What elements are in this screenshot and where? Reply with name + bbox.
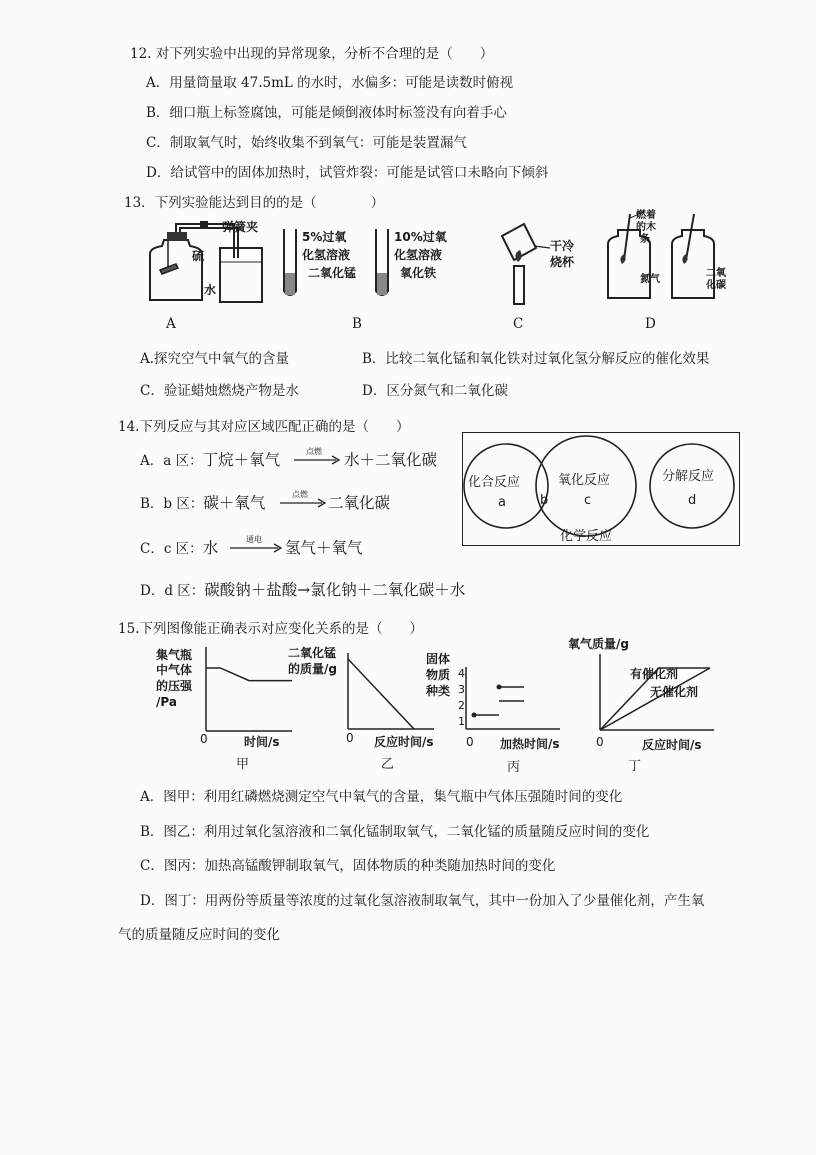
q14-c-right: 氢气＋氧气 — [285, 539, 363, 557]
q13-c-letter: C — [513, 316, 524, 332]
q15-jia-ylabel-4: /Pa — [156, 695, 177, 709]
q14-venn-b: b — [540, 493, 549, 508]
q15-甲-series-1-line — [206, 668, 292, 681]
q14-d-arrow: → — [297, 581, 311, 599]
q15-jia-ylabel-1: 集气瓶 — [156, 648, 193, 662]
q13-c-label-line2: 烧杯 — [550, 255, 575, 269]
q15-ding-caption: 丁 — [628, 759, 642, 774]
q15-bing-ytick-3: 3 — [458, 683, 465, 696]
q15-bing-ylabel-2: 物质 — [426, 668, 451, 682]
q13-c-label-line1: 干冷 — [550, 239, 575, 253]
q15-bing-ylabel-3: 种类 — [426, 684, 451, 698]
q14-stem: 14.下列反应与其对应区域匹配正确的是（ ） — [118, 419, 410, 435]
q14-d-left: 碳酸钠＋盐酸 — [204, 581, 298, 599]
q13-d-stick-line3: 条 — [640, 234, 650, 245]
q13-option-d: D．区分氮气和二氧化碳 — [362, 383, 508, 399]
q15-option-b: B．图乙：利用过氧化氢溶液和二氧化锰制取氧气，二氧化锰的质量随反应时间的变化 — [140, 824, 650, 840]
q14-c-cond: 通电 — [246, 535, 262, 544]
q14-a-left: 丁烷＋氧气 — [202, 451, 281, 469]
q14-c-left: 水 — [202, 539, 219, 557]
q14-option-a — [140, 448, 280, 470]
q15-bing-ytick-4: 4 — [458, 667, 465, 680]
q15-yi-xlabel: 反应时间/s — [374, 735, 434, 749]
q15-yi-ylabel-1: 二氧化锰 — [288, 646, 337, 660]
q15-丙-series-1-point — [472, 713, 477, 718]
q13-a-letter: A — [166, 316, 176, 332]
q15-bing-ytick-2: 2 — [458, 699, 465, 712]
q12-option-c: C．制取氧气时，始终收集不到氧气：可能是装置漏气 — [146, 135, 467, 151]
q15-bing-xlabel: 加热时间/s — [500, 737, 560, 751]
q15-ding-series1-label: 有催化剂 — [630, 667, 679, 681]
q15-yi-ylabel-2: 的质量/g — [288, 662, 337, 676]
q13-b-tube2-line2: 化氢溶液 — [394, 248, 443, 262]
q12-stem: 12. 对下列实验中出现的异常现象，分析不合理的是（ ） — [130, 46, 494, 62]
q12-option-a: A．用量筒量取 47.5mL 的水时，水偏多：可能是读数时俯视 — [146, 75, 514, 91]
q15-bing-origin: 0 — [466, 735, 474, 749]
q13-d-gas2-line1: 二氧 — [706, 268, 726, 279]
q13-d-stick-line1: 燃着 — [636, 210, 656, 221]
q13-d-stick-line2: 的木 — [636, 222, 656, 233]
q13-figure-b — [280, 225, 460, 305]
q14-b-right: 二氧化碳 — [328, 494, 391, 512]
q14-a-cond: 点燃 — [306, 447, 322, 456]
q13-figure-a — [140, 218, 270, 308]
q14-venn-frame-label: 化学反应 — [560, 529, 613, 544]
q14-b-arrow — [278, 489, 328, 511]
q13-a-sulfur-label: 硫 — [192, 249, 205, 263]
q13-b-tube2-line1: 10%过氧 — [394, 230, 447, 244]
q13-b-tube2-line3: 氧化铁 — [400, 266, 437, 280]
q14-d-right: 氯化钠＋二氧化碳＋水 — [310, 581, 466, 599]
q12-option-b: B．细口瓶上标签腐蚀，可能是倾倒液体时标签没有向着手心 — [146, 105, 507, 121]
q14-b-left: 碳＋氧气 — [203, 494, 266, 512]
q14-a-prefix: A．a 区： — [140, 453, 203, 469]
q15-stem: 15.下列图像能正确表示对应变化关系的是（ ） — [118, 621, 423, 637]
q15-ding-ylabel: 氧气质量/g — [568, 637, 629, 651]
q14-venn-a: a — [498, 495, 506, 510]
q14-a-right: 水＋二氧化碳 — [344, 451, 438, 469]
q14-venn-d: d — [688, 493, 697, 508]
q12-option-d: D．给试管中的固体加热时，试管炸裂：可能是试管口未略向下倾斜 — [146, 165, 549, 181]
q15-chart-bing — [420, 645, 580, 775]
q15-option-d: D．图丁：用两份等质量等浓度的过氧化氢溶液制取氧气，其中一份加入了少量催化剂，产生氧 — [140, 893, 705, 909]
q14-venn-diagram — [462, 432, 740, 546]
q13-b-tube1-line3: 二氧化锰 — [308, 266, 357, 280]
q14-b-cond: 点燃 — [292, 490, 308, 499]
q13-d-gas2-line2: 化碳 — [706, 280, 726, 291]
q14-venn-decomposition: 分解反应 — [662, 469, 715, 484]
q15-option-d-continued: 气的质量随反应时间的变化 — [118, 927, 280, 943]
q14-option-c — [140, 536, 218, 558]
q15-丙-series-2-point — [497, 685, 502, 690]
q15-bing-ytick-1: 1 — [458, 715, 465, 728]
q14-c-arrow — [228, 534, 284, 556]
q13-b-letter: B — [352, 316, 362, 332]
q13-a-water-label: 水 — [204, 283, 217, 297]
q15-ding-origin: 0 — [596, 735, 604, 749]
q15-option-c: C．图丙：加热高锰酸钾制取氧气，固体物质的种类随加热时间的变化 — [140, 858, 556, 874]
q14-venn-oxidation: 氧化反应 — [558, 473, 611, 488]
q15-ding-xlabel: 反应时间/s — [642, 738, 702, 752]
q15-bing-ylabel-1: 固体 — [426, 652, 451, 666]
q13-option-c: C．验证蜡烛燃烧产物是水 — [140, 383, 299, 399]
q15-chart-jia — [150, 645, 300, 770]
q13-stem: 13．下列实验能达到目的的是（ ） — [124, 195, 385, 211]
q14-a-arrow — [292, 446, 342, 468]
q15-bing-caption: 丙 — [507, 760, 521, 775]
q15-jia-origin: 0 — [200, 732, 208, 746]
q15-chart-ding — [560, 632, 720, 772]
q15-yi-caption: 乙 — [381, 757, 395, 772]
q15-jia-ylabel-2: 中气体 — [156, 663, 193, 677]
q13-d-gas1-label: 氮气 — [640, 274, 660, 285]
q15-jia-xlabel: 时间/s — [244, 735, 280, 749]
q15-option-a: A．图甲：利用红磷燃烧测定空气中氧气的含量，集气瓶中气体压强随时间的变化 — [140, 789, 623, 805]
q14-b-prefix: B．b 区： — [140, 496, 204, 512]
q13-a-clamp-label: 弹簧夹 — [222, 220, 259, 234]
q14-option-d — [140, 578, 465, 600]
q13-figure-d — [600, 208, 740, 308]
q15-yi-origin: 0 — [346, 731, 354, 745]
q14-venn-c: c — [584, 493, 592, 508]
q13-option-b: B．比较二氧化锰和氧化铁对过氧化氢分解反应的催化效果 — [362, 351, 710, 367]
q14-c-prefix: C．c 区： — [140, 541, 203, 557]
q13-b-tube1-line2: 化氢溶液 — [302, 248, 351, 262]
q15-ding-series2-label: 无催化剂 — [650, 685, 699, 699]
q15-乙-series-1-line — [348, 659, 414, 729]
q13-b-tube1-line1: 5%过氧 — [302, 230, 347, 244]
q13-option-a: A.探究空气中氧气的含量 — [140, 351, 290, 367]
q15-jia-caption: 甲 — [236, 757, 250, 772]
q14-d-prefix: D．d 区： — [140, 583, 205, 599]
q14-option-b — [140, 491, 265, 513]
q14-venn-combination: 化合反应 — [468, 475, 521, 490]
q13-figure-c — [498, 222, 588, 307]
q15-jia-ylabel-3: 的压强 — [156, 679, 193, 693]
q13-d-letter: D — [645, 316, 656, 332]
